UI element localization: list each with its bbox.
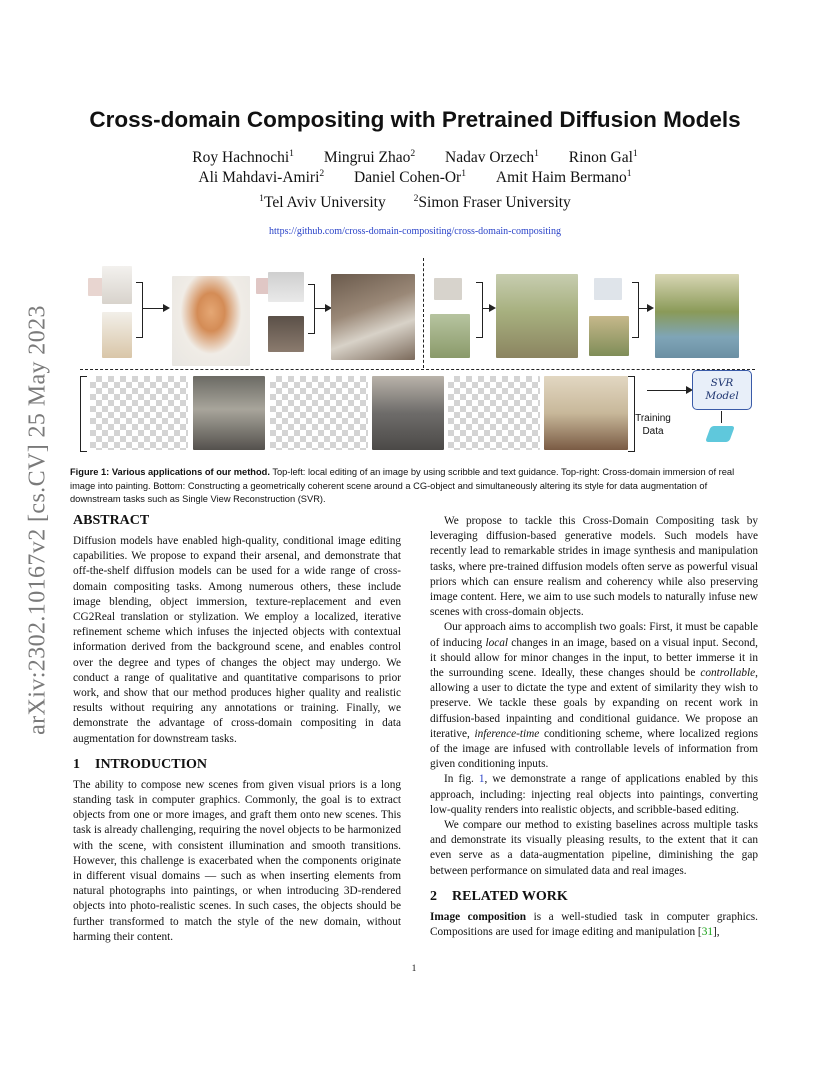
project-url-link[interactable]: https://github.com/cross-domain-compositing/cross-domain-compositing — [269, 226, 561, 237]
carriage-in-painting-result — [496, 274, 578, 358]
cat-source-image — [268, 272, 304, 302]
paragraph: We compare our method to existing baselines across multiple tasks and demonstrate its visually pleasing results, to the extent that it can even serve as a data-augmentation pipeline, diminishing the gap between performance on simulated data and real images. — [430, 819, 758, 877]
arxiv-identifier: arXiv:2302.10167v2 [cs.CV] 25 May 2023 — [24, 305, 51, 735]
citation-link[interactable]: 31 — [701, 926, 713, 939]
bench-scene-result — [193, 376, 265, 450]
paragraph: In fig. 1, we demonstrate a range of applications enabled by this approach, including: injecting real objects into paintings, converting low-quality renders into realistic objects, and scribble-based editing. — [430, 773, 759, 816]
cg-bench-render — [90, 376, 188, 450]
figure-reference-link[interactable]: 1 — [478, 773, 485, 786]
page-number: 1 — [411, 964, 417, 974]
dashed-divider-vertical — [423, 258, 424, 368]
arxiv-side-stamp — [22, 270, 54, 770]
author: Amit Haim Bermano$^1$ — [495, 167, 632, 186]
training-data-label: Training Data — [635, 413, 671, 437]
caption-label: Figure 1: Various applications of our method. — [70, 467, 270, 477]
reconstructed-sofa-icon — [705, 426, 735, 442]
author: Ali Mahdavi-Amiri$^2$ — [198, 167, 325, 186]
immersion-arrow — [638, 308, 652, 309]
sofa-scene-result — [372, 376, 444, 450]
introduction-heading: 1 INTRODUCTION — [73, 756, 208, 772]
introduction-text: The ability to compose new scenes from given visual priors is a long standing task in computer graphics. Commonly, the goal is to extract objects from one or more images, and graft them onto new scenes. This task is already challenging, requiring the novel objects to be harmonized with the scene, with consistent illumination and smooth transitions. However, this challenge is exacerbated when the components originate in different visual domains — such as when inserting elements from natural photographs into paintings, or when introducing 3D-rendered objects into photo-realistic scenes. In such cases, the objects should be further transformed to match the style of the new domain, without harming their content. — [73, 778, 401, 943]
boat-source-image — [594, 278, 622, 300]
couch-scene-result — [544, 376, 628, 450]
paragraph: Image composition is a well-studied task in computer graphics. Compositions are used for image editing and manipulation [31], — [430, 910, 758, 939]
author-line-1 — [70, 149, 760, 167]
horse-carriage-source-image — [434, 278, 462, 300]
corgi-source-image — [102, 312, 132, 358]
suit-dog-source-image — [102, 266, 132, 304]
left-column — [73, 512, 401, 945]
affiliation: $^1$Tel Aviv University — [259, 192, 386, 211]
edit-arrow — [314, 308, 330, 309]
author: Nadav Orzech$^1$ — [445, 147, 539, 166]
abstract-heading: ABSTRACT — [73, 513, 150, 528]
dashed-divider-horizontal — [80, 369, 755, 370]
cg-sofa-render — [270, 376, 368, 450]
painting-merge-bracket-2 — [632, 282, 639, 338]
affiliations — [70, 194, 760, 212]
author: Rinon Gal$^1$ — [568, 147, 638, 166]
bottom-left-brace — [80, 376, 87, 452]
svr-model-box: SVR Model — [692, 370, 752, 410]
author: Roy Hachnochi$^1$ — [192, 147, 294, 166]
immersion-arrow — [482, 308, 494, 309]
middle-merge-bracket — [308, 284, 315, 334]
caption-text: Top-left: local editing of an image by using scribble and text guidance. Top-right: Cross-domain immersion of real image into painting. Bottom: Constructing a geometrically coherent scene around a CG-object and simultaneously altering its style for data augmentation of downstream tasks such as Single View Reconstruction (SVR). — [70, 467, 735, 504]
book-source-image — [268, 316, 304, 352]
paragraph: We propose to tackle this Cross-Domain Compositing task by leveraging diffusion-based generative models. Such models have recently lead to remarkable strides in image synthesis and manipulation tasks, where pre-trained diffusion models often serve as powerful visual priors which can ensure realism and coherency while also preserving image content. Here, we aim to use such models to naturally infuse new scenes with cross-domain objects. — [430, 515, 758, 619]
cat-with-book-result — [331, 274, 415, 360]
author: Daniel Cohen-Or$^1$ — [354, 167, 467, 186]
author: Mingrui Zhao$^2$ — [323, 147, 416, 166]
edit-arrow — [142, 308, 168, 309]
left-merge-bracket — [136, 282, 143, 338]
teaser-figure — [80, 254, 760, 459]
affiliation: $^2$Simon Fraser University — [413, 192, 571, 211]
training-data-arrow — [647, 390, 691, 391]
road-painting-image — [430, 314, 470, 358]
right-column — [430, 514, 758, 940]
author-line-2 — [70, 169, 760, 187]
tree-painting-image — [589, 316, 629, 356]
paper-title: Cross-domain Compositing with Pretrained Diffusion Models — [89, 107, 741, 132]
paragraph: Our approach aims to accomplish two goals: First, it must be capable of inducing local changes in an image, based on a visual input. Second, it should allow for minor changes in the input, to better immerse it in the surrounding scene. Ideally, these changes should be controllable, allowing a user to dictate the type and extent of similarity they wish to preserve. We tackle these goals by expanding on recent work in diffusion-based inpainting and conditional guidance. We propose an iterative, inference-time conditioning scheme, where localized regions of the image are infused with controllable levels of information from given conditioning inputs. — [430, 621, 758, 771]
svr-output-arrow — [721, 411, 722, 423]
abstract-text: Diffusion models have enabled high-quality, conditional image editing capabilities. We propose to expand their arsenal, and demonstrate that off-the-shelf diffusion models can be used for a wide range of cross-domain compositing tasks. Among numerous others, these include image blending, object immersion, texture-replacement and even CG2Real translation or stylization. We employ a localized, iterative refinement scheme which infuses the injected objects with contextual information derived from the background scene, and enables control over the degree and types of changes the object may undergo. We conduct a range of qualitative and quantitative comparisons to prior work, and show that our method produces higher quality and realistic results without requiring any annotations or training. Finally, we demonstrate the advantage of cross-domain compositing in data augmentation for downstream tasks. — [73, 535, 401, 745]
painting-merge-bracket-1 — [476, 282, 483, 338]
related-work-heading: 2 RELATED WORK — [430, 888, 568, 904]
corgi-in-suit-result — [172, 276, 250, 366]
figure-caption — [70, 466, 760, 507]
boat-in-painting-result — [655, 274, 739, 358]
cg-couch-render — [448, 376, 540, 450]
